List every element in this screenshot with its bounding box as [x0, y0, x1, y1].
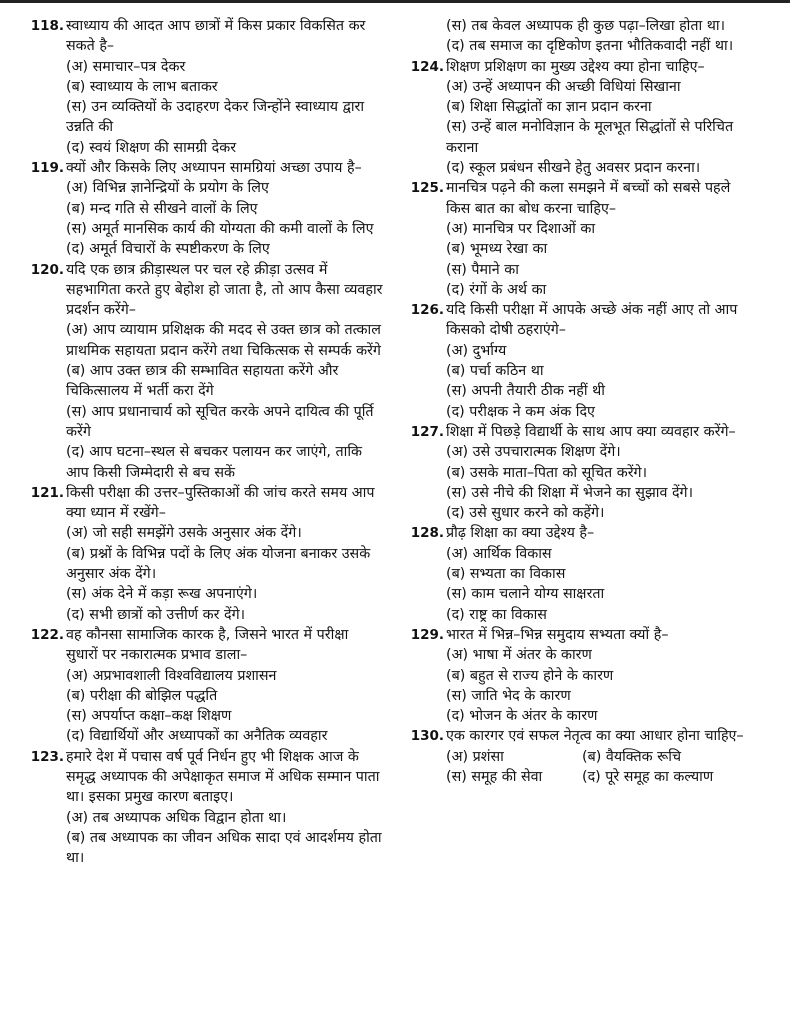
question-128: [410, 523, 746, 624]
option-c: (स) उन व्यक्तियों के उदाहरण देकर जिन्होंने स्वाध्याय द्वारा उन्नति की: [66, 99, 365, 136]
question-text: हमारे देश में पचास वर्ष पूर्व निर्धन हुए भी शिक्षक आज के समृद्ध अध्यापक की अपेक्षाकृत समाज में अधिक सम्मान पाता था। इसका प्रमुख कारण बताइए।: [66, 748, 380, 806]
question-number: 119.: [30, 160, 64, 177]
question-number: 122.: [30, 626, 64, 643]
option-d: (द) पूरे समूह का कल्याण: [582, 768, 714, 785]
option-b: (ब) भूमध्य रेखा का: [446, 241, 548, 258]
option-d: (द) आप घटना–स्थल से बचकर पलायन कर जाएंगे, ताकि आप किसी जिम्मेदारी से बच सकें: [66, 444, 363, 481]
option-a: (अ) तब अध्यापक अधिक विद्वान होता था।: [66, 809, 287, 826]
option-c: (स) समूह की सेवा: [446, 768, 543, 785]
option-a: (अ) जो सही समझेंगे उसके अनुसार अंक देंगे।: [66, 525, 302, 542]
question-number: 130.: [410, 728, 444, 745]
question-number: 124.: [410, 58, 444, 75]
question-122: [30, 625, 384, 747]
option-b: (ब) उसके माता–पिता को सूचित करेंगे।: [446, 464, 648, 481]
question-130: [410, 726, 746, 787]
question-number: 129.: [410, 626, 444, 643]
option-d: (द) तब समाज का दृष्टिकोण इतना भौतिकवादी नहीं था।: [446, 38, 734, 55]
option-a: (अ) विभिन्न ज्ञानेन्द्रियों के प्रयोग के लिए: [66, 180, 269, 197]
option-a: (अ) अप्रभावशाली विश्वविद्यालय प्रशासन: [66, 667, 277, 684]
question-text: भारत में भिन्न–भिन्न समुदाय सभ्यता क्यों है–: [446, 626, 669, 643]
option-b: (ब) स्वाध्याय के लाभ बताकर: [66, 78, 218, 95]
option-c: (स) उन्हें बाल मनोविज्ञान के मूलभूत सिद्धांतों से परिचित कराना: [446, 119, 734, 156]
option-c: (स) पैमाने का: [446, 261, 519, 278]
question-text: एक कारगर एवं सफल नेतृत्व का क्या आधार होना चाहिए–: [446, 728, 744, 745]
option-d: (द) सभी छात्रों को उत्तीर्ण कर देंगे।: [66, 606, 246, 623]
option-d: (द) रंगों के अर्थ का: [446, 281, 547, 298]
question-120: [30, 260, 384, 483]
question-text: मानचित्र पढ़ने की कला समझने में बच्चों को सबसे पहले किस बात का बोध करना चाहिए–: [446, 180, 731, 217]
option-c: (स) आप प्रधानाचार्य को सूचित करके अपने दायित्व की पूर्ति करेंगे: [66, 403, 374, 440]
option-b: (ब) शिक्षा सिद्धांतों का ज्ञान प्रदान करना: [446, 99, 652, 116]
question-text: यदि किसी परीक्षा में आपके अच्छे अंक नहीं आए तो आप किसको दोषी ठहराएंगे–: [446, 302, 738, 339]
option-d: (द) विद्यार्थियों और अध्यापकों का अनैतिक व्यवहार: [66, 728, 328, 745]
question-119: [30, 158, 384, 259]
option-a: (अ) उन्हें अध्यापन की अच्छी विधियां सिखाना: [446, 78, 681, 95]
question-118: [30, 16, 384, 158]
question-text: शिक्षण प्रशिक्षण का मुख्य उद्देश्य क्या होना चाहिए–: [446, 58, 705, 75]
question-text: प्रौढ़ शिक्षा का क्या उद्देश्य है–: [446, 525, 595, 542]
question-number: 127.: [410, 423, 444, 440]
top-border: [0, 0, 790, 3]
option-d: (द) स्कूल प्रबंधन सीखने हेतु अवसर प्रदान करना।: [446, 160, 701, 177]
option-b: (ब) बहुत से राज्य होने के कारण: [446, 667, 614, 684]
option-d: (द) उसे सुधार करने को कहेंगे।: [446, 505, 605, 522]
option-c: (स) जाति भेद के कारण: [446, 687, 571, 704]
option-b: (ब) प्रश्नों के विभिन्न पदों के लिए अंक योजना बनाकर उसके अनुसार अंक देंगे।: [66, 545, 371, 583]
question-number: 128.: [410, 525, 444, 542]
question-125: [410, 178, 746, 300]
question-number: 123.: [30, 748, 64, 765]
question-123-continued: [446, 16, 746, 57]
right-column: [410, 16, 746, 787]
option-a: (अ) समाचार–पत्र देकर: [66, 58, 186, 75]
option-a: (अ) मानचित्र पर दिशाओं का: [446, 220, 596, 237]
question-text: यदि एक छात्र क्रीड़ास्थल पर चल रहे क्रीड़ा उत्सव में सहभागिता करते हुए बेहोश हो जाता है, तो आप कैसा व्यवहार प्रदर्शन करेंगे–: [66, 261, 383, 319]
question-number: 121.: [30, 484, 64, 501]
option-a: (अ) प्रशंसा: [446, 748, 504, 765]
option-a: (अ) उसे उपचारात्मक शिक्षण देंगे।: [446, 444, 621, 461]
question-129: [410, 625, 746, 726]
option-a: (अ) आर्थिक विकास: [446, 545, 552, 562]
question-text: किसी परीक्षा की उत्तर–पुस्तिकाओं की जांच करते समय आप क्या ध्यान में रखेंगे–: [66, 484, 375, 522]
option-a: (अ) भाषा में अंतर के कारण: [446, 647, 592, 664]
option-a: (अ) आप व्यायाम प्रशिक्षक की मदद से उक्त छात्र को तत्काल प्राथमिक सहायता प्रदान करेंगे तथा चिकित्सक से सम्पर्क करेंगे: [66, 322, 381, 359]
question-number: 126.: [410, 302, 444, 319]
option-c: (स) तब केवल अध्यापक ही कुछ पढ़ा–लिखा होता था।: [446, 18, 726, 34]
option-d: (द) भोजन के अंतर के कारण: [446, 708, 598, 725]
option-b: (ब) आप उक्त छात्र की सम्भावित सहायता करेंगे और चिकित्सालय में भर्ती करा देंगे: [66, 363, 339, 400]
question-text: वह कौनसा सामाजिक कारक है, जिसने भारत में परीक्षा सुधारों पर नकारात्मक प्रभाव डाला–: [66, 626, 349, 664]
option-b: (ब) वैयक्तिक रूचि: [582, 748, 682, 765]
option-c: (स) अपर्याप्त कक्षा–कक्ष शिक्षण: [66, 708, 232, 725]
option-b: (ब) सभ्यता का विकास: [446, 566, 566, 583]
question-text: क्यों और किसके लिए अध्यापन सामग्रियां अच्छा उपाय है–: [66, 160, 362, 177]
option-c: (स) अमूर्त मानसिक कार्य की योग्यता की कमी वालों के लिए: [66, 220, 374, 237]
question-text: स्वाध्याय की आदत आप छात्रों में किस प्रकार विकसित कर सकते है–: [66, 18, 366, 55]
option-a: (अ) दुर्भाग्य: [446, 342, 507, 359]
option-row: [446, 747, 746, 767]
question-number: 125.: [410, 180, 444, 197]
left-column: [30, 16, 384, 868]
option-d: (द) राष्ट्र का विकास: [446, 606, 547, 623]
option-row: [446, 767, 746, 787]
question-121: [30, 483, 384, 625]
question-text: शिक्षा में पिछड़े विद्यार्थी के साथ आप क्या व्यवहार करेंगे–: [446, 423, 736, 440]
question-127: [410, 422, 746, 523]
option-b: (ब) तब अध्यापक का जीवन अधिक सादा एवं आदर्शमय होता था।: [66, 829, 382, 867]
option-d: (द) स्वयं शिक्षण की सामग्री देकर: [66, 139, 237, 156]
option-d: (द) परीक्षक ने कम अंक दिए: [446, 403, 595, 420]
option-b: (ब) मन्द गति से सीखने वालों के लिए: [66, 200, 258, 217]
option-c: (स) अपनी तैयारी ठीक नहीं थी: [446, 383, 605, 400]
option-c: (स) काम चलाने योग्य साक्षरता: [446, 586, 605, 603]
question-number: 118.: [30, 18, 64, 34]
option-b: (ब) परीक्षा की बोझिल पद्धति: [66, 687, 218, 704]
option-d: (द) अमूर्त विचारों के स्पष्टीकरण के लिए: [66, 241, 270, 258]
option-b: (ब) पर्चा कठिन था: [446, 363, 544, 380]
option-c: (स) उसे नीचे की शिक्षा में भेजने का सुझाव देंगे।: [446, 484, 694, 501]
question-number: 120.: [30, 261, 64, 278]
question-124: [410, 57, 746, 179]
option-c: (स) अंक देने में कड़ा रूख अपनाएंगे।: [66, 586, 258, 603]
question-123: [30, 747, 384, 869]
question-126: [410, 300, 746, 422]
